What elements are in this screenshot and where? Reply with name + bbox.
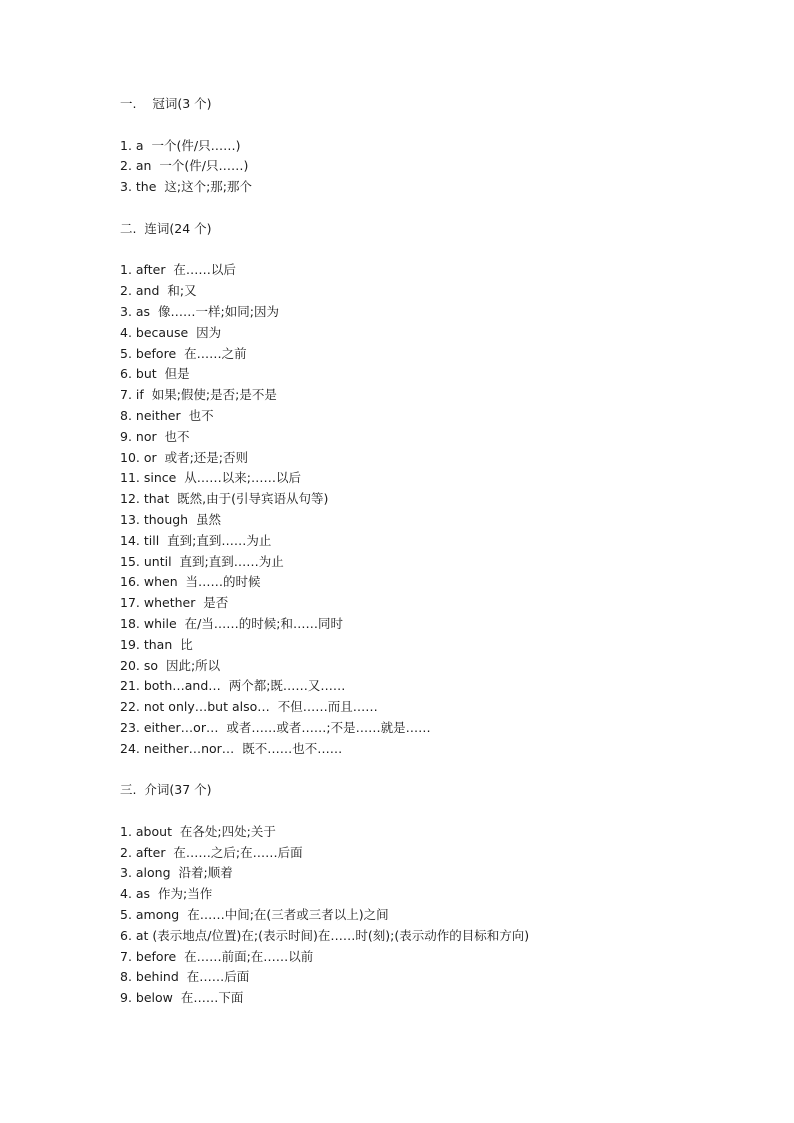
section-heading-prepositions: 三. 介词(37 个) [120, 782, 212, 798]
list-item: 20. so 因此;所以 [120, 657, 221, 673]
list-item: 9. nor 也不 [120, 428, 190, 444]
list-item: 2. and 和;又 [120, 283, 197, 299]
list-item: 5. before 在……之前 [120, 345, 247, 361]
section-heading-articles: 一. 冠词(3 个) [120, 96, 212, 111]
list-item: 8. behind 在……后面 [120, 969, 250, 985]
list-item: 1. a 一个(件/只……) [120, 137, 241, 153]
list-item: 13. though 虽然 [120, 511, 222, 527]
list-item: 23. either…or… 或者……或者……;不是……就是…… [120, 719, 431, 735]
list-item: 10. or 或者;还是;否则 [120, 449, 249, 465]
list-item: 18. while 在/当……的时候;和……同时 [120, 615, 344, 631]
list-item: 8. neither 也不 [120, 407, 214, 423]
spacer [120, 240, 760, 261]
list-item: 14. till 直到;直到……为止 [120, 532, 272, 548]
list-item: 3. along 沿着;顺着 [120, 865, 233, 881]
section-heading-conjunctions: 二. 连词(24 个) [120, 220, 212, 236]
list-item: 2. an 一个(件/只……) [120, 158, 249, 174]
document-page [120, 94, 760, 1009]
list-item: 11. since 从……以来;……以后 [120, 470, 301, 486]
list-item: 19. than 比 [120, 636, 193, 652]
list-item: 7. if 如果;假使;是否;是不是 [120, 387, 277, 403]
list-item: 3. as 像……一样;如同;因为 [120, 303, 279, 319]
list-item: 16. when 当……的时候 [120, 574, 261, 590]
list-item: 4. as 作为;当作 [120, 886, 213, 902]
list-item: 2. after 在……之后;在……后面 [120, 844, 303, 860]
list-item: 21. both…and… 两个都;既……又…… [120, 678, 346, 694]
list-item: 9. below 在……下面 [120, 990, 244, 1006]
spacer [120, 198, 760, 219]
list-item: 5. among 在……中间;在(三者或三者以上)之间 [120, 907, 389, 923]
list-item: 6. at (表示地点/位置)在;(表示时间)在……时(刻);(表示动作的目标和方向) [120, 927, 530, 943]
list-item: 6. but 但是 [120, 366, 190, 382]
spacer [120, 115, 760, 136]
spacer [120, 760, 760, 781]
list-item: 1. after 在……以后 [120, 262, 236, 278]
list-item: 1. about 在各处;四处;关于 [120, 823, 276, 839]
list-item: 24. neither…nor… 既不……也不…… [120, 740, 343, 756]
list-item: 4. because 因为 [120, 324, 222, 340]
spacer [120, 801, 760, 822]
list-item: 3. the 这;这个;那;那个 [120, 179, 252, 195]
list-item: 22. not only…but also… 不但……而且…… [120, 699, 378, 715]
list-item: 15. until 直到;直到……为止 [120, 553, 284, 569]
list-item: 7. before 在……前面;在……以前 [120, 948, 314, 964]
list-item: 17. whether 是否 [120, 595, 229, 611]
list-item: 12. that 既然,由于(引导宾语从句等) [120, 491, 329, 507]
